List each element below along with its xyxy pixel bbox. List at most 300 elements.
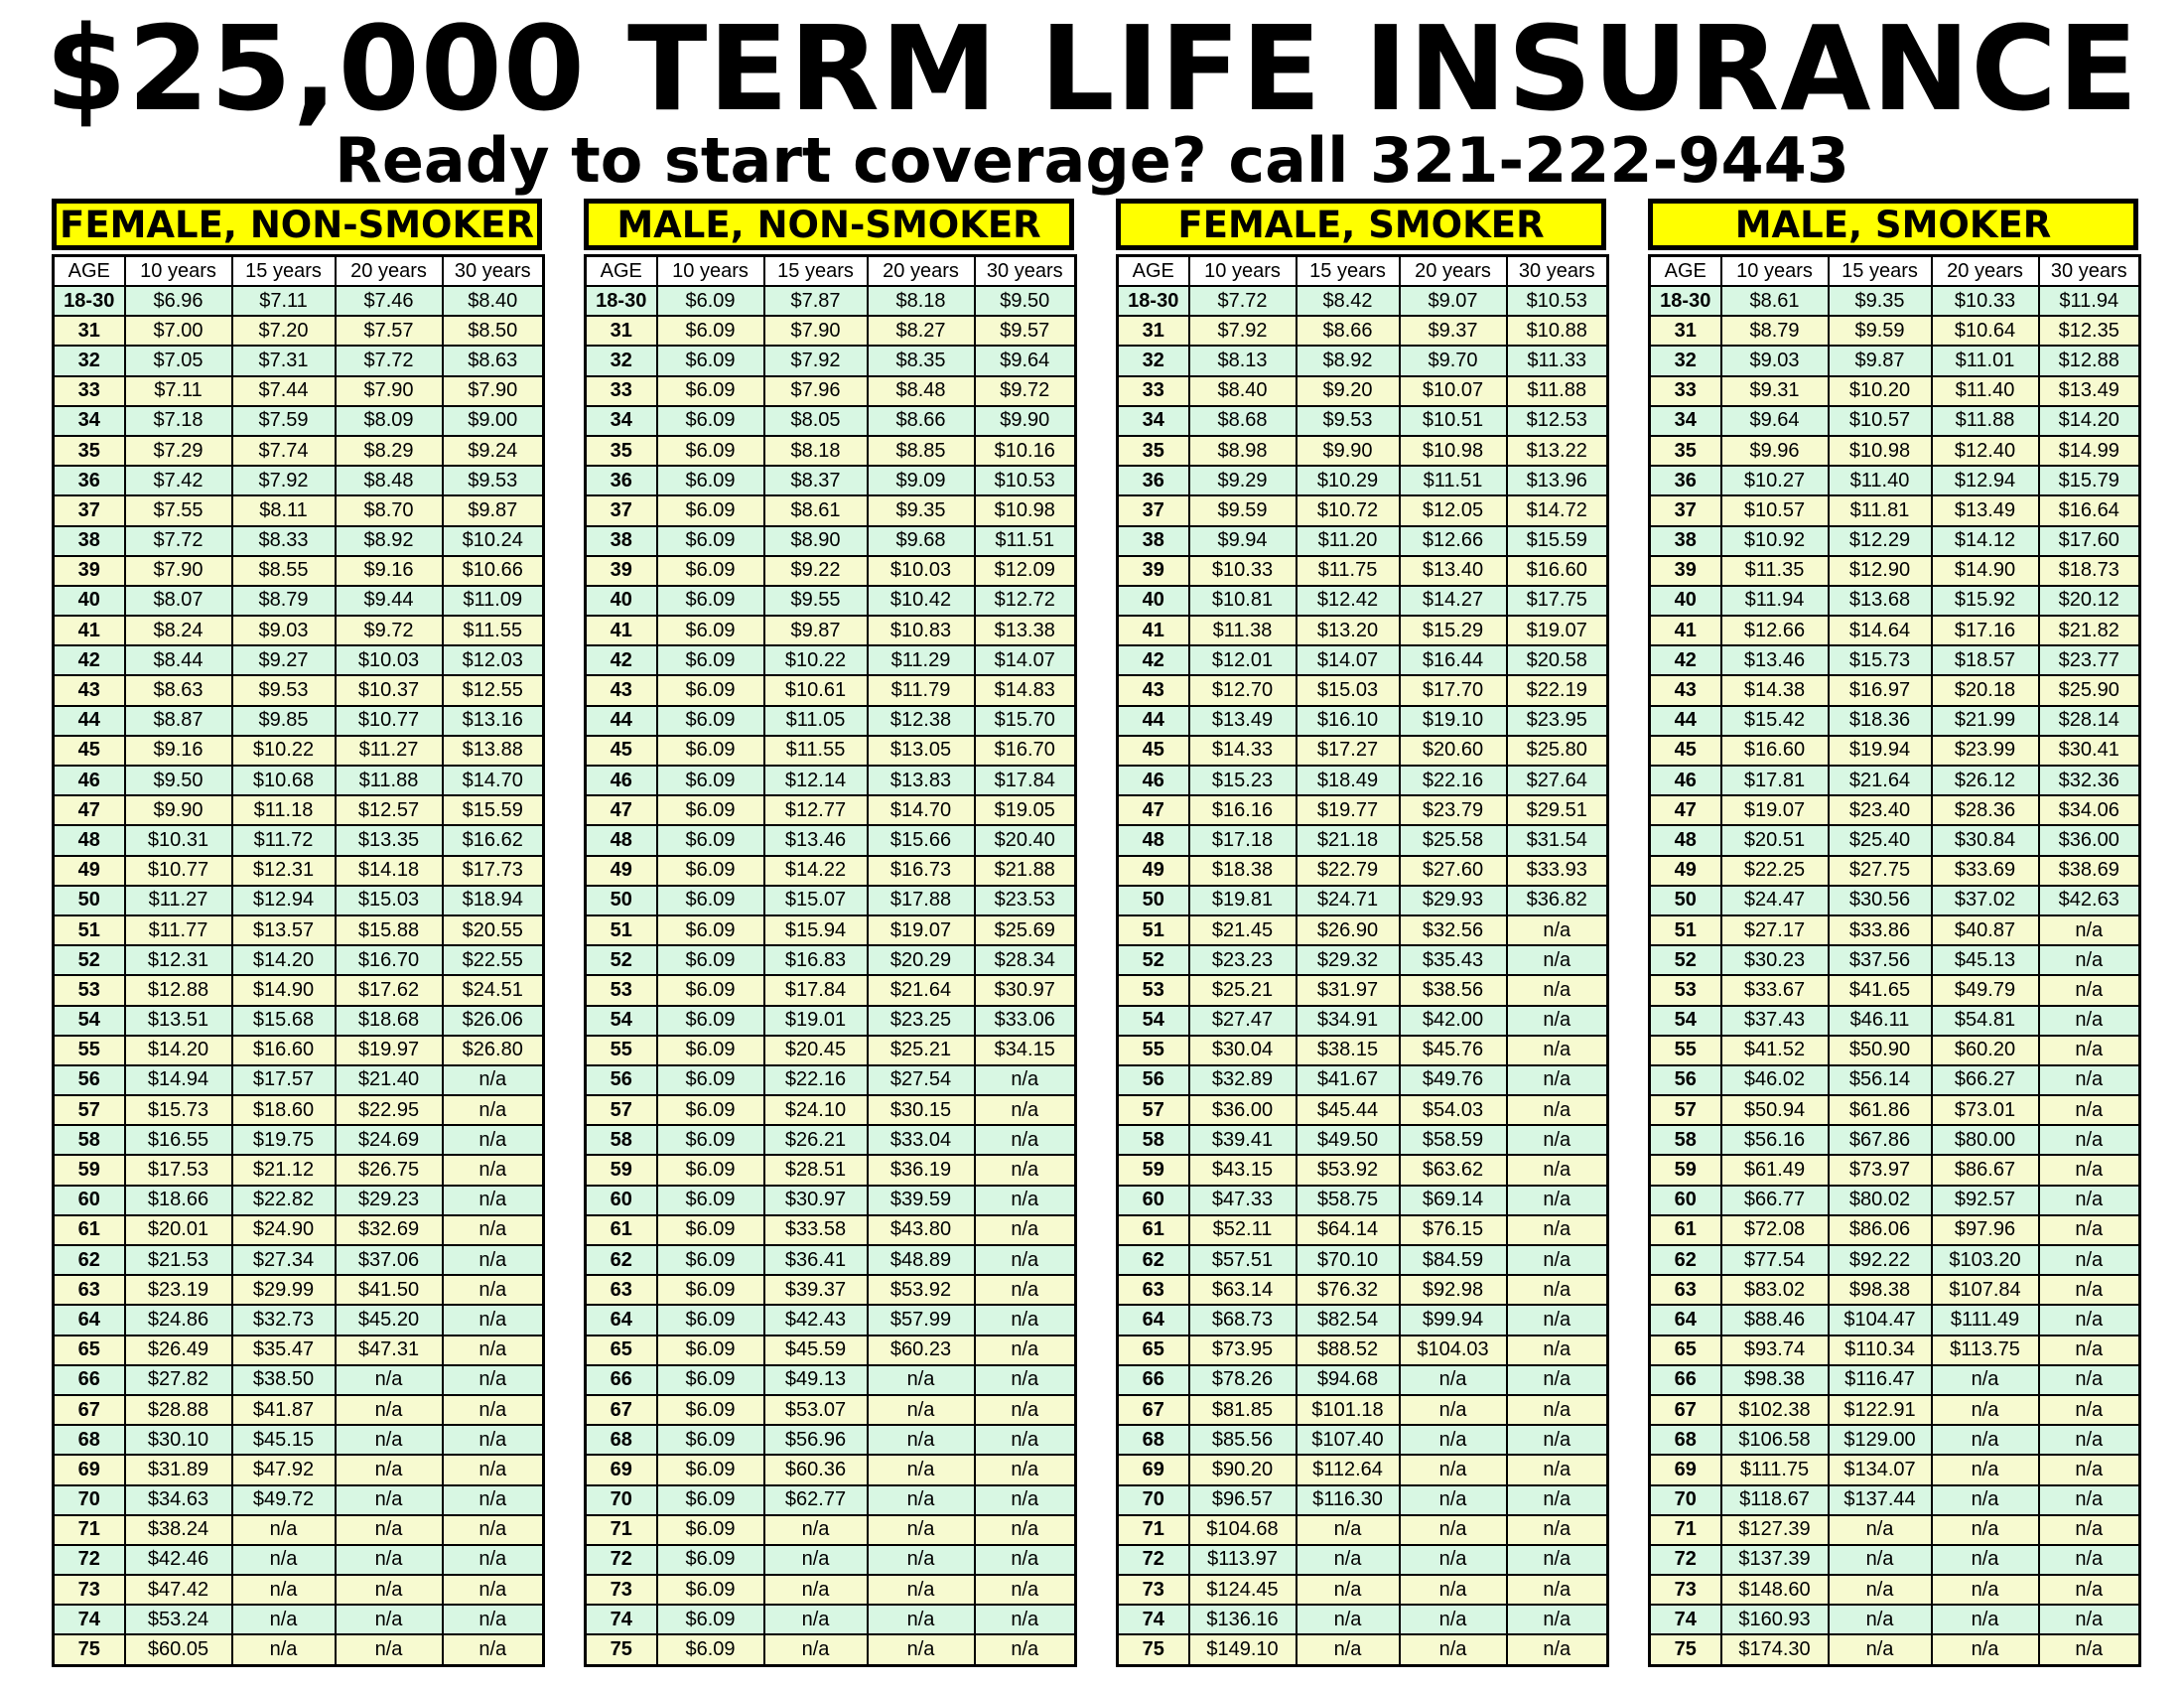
rate-20-years: $39.59: [868, 1186, 975, 1215]
rate-30-years: $13.49: [2039, 376, 2140, 406]
rate-15-years: $33.58: [764, 1215, 868, 1245]
rate-10-years: $8.44: [125, 645, 232, 675]
rate-30-years: n/a: [1507, 1425, 1608, 1455]
table-row: [1118, 406, 1608, 436]
rate-30-years: n/a: [975, 1065, 1076, 1095]
age-cell: 34: [1118, 406, 1189, 436]
age-cell: 52: [1118, 945, 1189, 975]
rate-20-years: $9.68: [868, 526, 975, 556]
age-cell: 32: [54, 346, 125, 375]
rate-20-years: n/a: [1932, 1425, 2039, 1455]
rate-30-years: $14.83: [975, 675, 1076, 705]
rate-15-years: $20.45: [764, 1036, 868, 1065]
rate-10-years: $6.09: [657, 346, 764, 375]
rate-30-years: $11.94: [2039, 286, 2140, 316]
rate-30-years: $20.58: [1507, 645, 1608, 675]
rate-30-years: $26.06: [443, 1006, 544, 1036]
rate-30-years: $9.00: [443, 406, 544, 436]
rate-10-years: $88.46: [1721, 1305, 1829, 1335]
rate-30-years: $25.90: [2039, 675, 2140, 705]
rate-20-years: $8.48: [336, 466, 443, 495]
table-row: [1650, 1336, 2140, 1365]
rate-30-years: $10.53: [1507, 286, 1608, 316]
rate-20-years: $9.37: [1400, 316, 1507, 346]
age-cell: 63: [1118, 1275, 1189, 1305]
rate-10-years: $31.89: [125, 1455, 232, 1484]
table-row: [1118, 436, 1608, 466]
table-row: [586, 1605, 1076, 1634]
table-row: [54, 1515, 544, 1545]
rate-15-years: n/a: [1829, 1515, 1932, 1545]
rate-20-years: $10.42: [868, 586, 975, 616]
rate-10-years: $47.42: [125, 1575, 232, 1605]
table-row: [54, 286, 544, 316]
rate-20-years: $13.83: [868, 766, 975, 795]
rate-15-years: n/a: [232, 1605, 336, 1634]
rate-20-years: n/a: [1400, 1395, 1507, 1425]
rate-15-years: $11.20: [1297, 526, 1400, 556]
rate-10-years: $6.09: [657, 736, 764, 766]
age-cell: 70: [1650, 1485, 1721, 1515]
rate-30-years: $29.51: [1507, 795, 1608, 825]
table-row: [1118, 1425, 1608, 1455]
age-cell: 44: [586, 706, 657, 736]
rate-20-years: $27.60: [1400, 856, 1507, 886]
rate-10-years: $6.09: [657, 616, 764, 645]
age-cell: 68: [1650, 1425, 1721, 1455]
rate-15-years: $41.67: [1297, 1065, 1400, 1095]
rate-10-years: $36.00: [1189, 1095, 1297, 1125]
rate-30-years: $26.80: [443, 1036, 544, 1065]
rate-20-years: $14.70: [868, 795, 975, 825]
rate-20-years: $11.27: [336, 736, 443, 766]
table-row: [54, 586, 544, 616]
rate-10-years: $111.75: [1721, 1455, 1829, 1484]
rate-20-years: $9.44: [336, 586, 443, 616]
table-row: [586, 706, 1076, 736]
table-row: [586, 1336, 1076, 1365]
rate-30-years: $15.70: [975, 706, 1076, 736]
rate-30-years: n/a: [1507, 1305, 1608, 1335]
rate-10-years: $21.45: [1189, 915, 1297, 945]
rate-15-years: n/a: [1297, 1634, 1400, 1665]
table-row: [1118, 1545, 1608, 1575]
rate-10-years: $56.16: [1721, 1125, 1829, 1155]
rate-10-years: $78.26: [1189, 1365, 1297, 1395]
table-row: [54, 556, 544, 586]
rate-10-years: $104.68: [1189, 1515, 1297, 1545]
rate-20-years: $42.00: [1400, 1006, 1507, 1036]
rate-20-years: n/a: [868, 1395, 975, 1425]
rate-20-years: $43.80: [868, 1215, 975, 1245]
rate-15-years: $31.97: [1297, 975, 1400, 1005]
age-cell: 38: [1118, 526, 1189, 556]
rate-15-years: $8.05: [764, 406, 868, 436]
rate-15-years: $11.40: [1829, 466, 1932, 495]
rate-15-years: $24.71: [1297, 886, 1400, 915]
rate-20-years: $17.16: [1932, 616, 2039, 645]
rate-30-years: n/a: [2039, 1125, 2140, 1155]
rate-30-years: $15.59: [443, 795, 544, 825]
table-row: [1650, 1006, 2140, 1036]
rate-10-years: $10.57: [1721, 495, 1829, 525]
age-cell: 61: [1650, 1215, 1721, 1245]
table-row: [586, 1275, 1076, 1305]
rate-10-years: $12.01: [1189, 645, 1297, 675]
rate-30-years: n/a: [1507, 945, 1608, 975]
rate-30-years: $19.07: [1507, 616, 1608, 645]
rate-15-years: $23.40: [1829, 795, 1932, 825]
rate-20-years: $48.89: [868, 1245, 975, 1275]
rate-30-years: $12.88: [2039, 346, 2140, 375]
rate-15-years: $12.77: [764, 795, 868, 825]
rate-20-years: $14.12: [1932, 526, 2039, 556]
table-row: [586, 1575, 1076, 1605]
rate-30-years: $9.57: [975, 316, 1076, 346]
rate-15-years: $47.92: [232, 1455, 336, 1484]
rate-15-years: $17.27: [1297, 736, 1400, 766]
rate-30-years: $12.09: [975, 556, 1076, 586]
table-row: [1118, 1605, 1608, 1634]
table-row: [54, 915, 544, 945]
table-row: [1118, 1365, 1608, 1395]
rate-30-years: n/a: [443, 1305, 544, 1335]
rate-15-years: $41.87: [232, 1395, 336, 1425]
rate-30-years: n/a: [443, 1245, 544, 1275]
age-cell: 62: [1650, 1245, 1721, 1275]
column-header-15-years: 15 years: [1829, 256, 1932, 287]
rate-20-years: n/a: [1932, 1605, 2039, 1634]
rate-15-years: $36.41: [764, 1245, 868, 1275]
rate-20-years: n/a: [1932, 1365, 2039, 1395]
rate-15-years: $10.68: [232, 766, 336, 795]
age-cell: 64: [1650, 1305, 1721, 1335]
table-row: [586, 1245, 1076, 1275]
column-header-30-years: 30 years: [2039, 256, 2140, 287]
table-row: [1650, 406, 2140, 436]
rate-10-years: $83.02: [1721, 1275, 1829, 1305]
table-row: [54, 1545, 544, 1575]
age-cell: 62: [586, 1245, 657, 1275]
rate-10-years: $6.09: [657, 1365, 764, 1395]
rate-15-years: $19.75: [232, 1125, 336, 1155]
age-cell: 33: [1118, 376, 1189, 406]
rate-20-years: $9.07: [1400, 286, 1507, 316]
rate-15-years: $12.14: [764, 766, 868, 795]
age-cell: 65: [1118, 1336, 1189, 1365]
table-row: [1650, 1275, 2140, 1305]
rate-20-years: $11.29: [868, 645, 975, 675]
rate-10-years: $50.94: [1721, 1095, 1829, 1125]
age-cell: 50: [54, 886, 125, 915]
rate-15-years: n/a: [1297, 1545, 1400, 1575]
table-row: [1650, 556, 2140, 586]
age-cell: 59: [1650, 1155, 1721, 1185]
rate-10-years: $6.09: [657, 1155, 764, 1185]
rate-20-years: $13.35: [336, 825, 443, 855]
age-cell: 75: [54, 1634, 125, 1665]
age-cell: 66: [54, 1365, 125, 1395]
rate-15-years: $80.02: [1829, 1186, 1932, 1215]
rate-20-years: $20.29: [868, 945, 975, 975]
rate-20-years: n/a: [1932, 1395, 2039, 1425]
rate-15-years: n/a: [1829, 1545, 1932, 1575]
age-cell: 70: [54, 1485, 125, 1515]
rate-15-years: $19.77: [1297, 795, 1400, 825]
table-row: [54, 1155, 544, 1185]
rate-10-years: $136.16: [1189, 1605, 1297, 1634]
rate-30-years: $27.64: [1507, 766, 1608, 795]
table-row: [1650, 1215, 2140, 1245]
rate-20-years: $32.69: [336, 1215, 443, 1245]
rate-20-years: $63.62: [1400, 1155, 1507, 1185]
rate-20-years: $45.20: [336, 1305, 443, 1335]
rate-30-years: n/a: [443, 1365, 544, 1395]
rate-20-years: $8.09: [336, 406, 443, 436]
rate-15-years: $45.15: [232, 1425, 336, 1455]
rate-15-years: $22.79: [1297, 856, 1400, 886]
rate-15-years: $30.56: [1829, 886, 1932, 915]
rate-20-years: $73.01: [1932, 1095, 2039, 1125]
rate-10-years: $18.38: [1189, 856, 1297, 886]
rate-10-years: $6.09: [657, 1485, 764, 1515]
rate-20-years: $27.54: [868, 1065, 975, 1095]
rate-20-years: $32.56: [1400, 915, 1507, 945]
rate-30-years: $17.75: [1507, 586, 1608, 616]
age-cell: 47: [1118, 795, 1189, 825]
rate-10-years: $7.18: [125, 406, 232, 436]
table-row: [54, 1575, 544, 1605]
rate-15-years: n/a: [764, 1515, 868, 1545]
rate-20-years: n/a: [1932, 1575, 2039, 1605]
age-cell: 50: [586, 886, 657, 915]
rate-15-years: $38.15: [1297, 1036, 1400, 1065]
rate-20-years: $92.98: [1400, 1275, 1507, 1305]
age-cell: 37: [54, 495, 125, 525]
rate-30-years: n/a: [2039, 1155, 2140, 1185]
rate-30-years: $16.60: [1507, 556, 1608, 586]
rate-20-years: $16.70: [336, 945, 443, 975]
rate-15-years: $8.66: [1297, 316, 1400, 346]
rate-15-years: $9.85: [232, 706, 336, 736]
rate-15-years: $7.87: [764, 286, 868, 316]
rate-20-years: $12.05: [1400, 495, 1507, 525]
age-cell: 40: [1118, 586, 1189, 616]
table-row: [54, 1336, 544, 1365]
age-cell: 33: [586, 376, 657, 406]
rate-30-years: $8.63: [443, 346, 544, 375]
rate-15-years: $15.07: [764, 886, 868, 915]
rate-30-years: n/a: [2039, 1305, 2140, 1335]
age-cell: 45: [1650, 736, 1721, 766]
rate-20-years: $36.19: [868, 1155, 975, 1185]
rate-20-years: n/a: [1400, 1365, 1507, 1395]
rate-10-years: $6.09: [657, 795, 764, 825]
rate-15-years: $56.14: [1829, 1065, 1932, 1095]
age-cell: 34: [1650, 406, 1721, 436]
rate-20-years: n/a: [1932, 1455, 2039, 1484]
table-row: [586, 1634, 1076, 1665]
table-row: [1650, 1245, 2140, 1275]
column-header-10-years: 10 years: [657, 256, 764, 287]
rate-30-years: $7.90: [443, 376, 544, 406]
rate-20-years: n/a: [1400, 1545, 1507, 1575]
rate-20-years: $111.49: [1932, 1305, 2039, 1335]
age-cell: 51: [586, 915, 657, 945]
rate-15-years: $14.64: [1829, 616, 1932, 645]
table-row: [1650, 706, 2140, 736]
age-cell: 44: [1650, 706, 1721, 736]
rate-15-years: $26.21: [764, 1125, 868, 1155]
rate-30-years: $33.93: [1507, 856, 1608, 886]
rate-20-years: n/a: [336, 1485, 443, 1515]
table-row: [1650, 526, 2140, 556]
rate-20-years: $12.66: [1400, 526, 1507, 556]
table-row: [586, 556, 1076, 586]
table-row: [1118, 886, 1608, 915]
rate-10-years: $6.09: [657, 376, 764, 406]
rate-30-years: n/a: [1507, 1605, 1608, 1634]
rate-30-years: $11.09: [443, 586, 544, 616]
rate-10-years: $8.79: [1721, 316, 1829, 346]
rate-20-years: n/a: [868, 1455, 975, 1484]
rate-10-years: $30.23: [1721, 945, 1829, 975]
rate-panel-female-non-smoker: [52, 199, 542, 1667]
table-row: [1118, 1455, 1608, 1484]
rate-30-years: n/a: [2039, 1036, 2140, 1065]
rate-10-years: $6.09: [657, 1186, 764, 1215]
age-cell: 35: [1650, 436, 1721, 466]
rate-10-years: $77.54: [1721, 1245, 1829, 1275]
age-cell: 36: [1118, 466, 1189, 495]
rate-15-years: $19.94: [1829, 736, 1932, 766]
rate-30-years: $33.06: [975, 1006, 1076, 1036]
age-cell: 57: [1650, 1095, 1721, 1125]
age-cell: 72: [1650, 1545, 1721, 1575]
rate-10-years: $148.60: [1721, 1575, 1829, 1605]
rate-10-years: $11.35: [1721, 556, 1829, 586]
rate-10-years: $10.33: [1189, 556, 1297, 586]
rate-15-years: $70.10: [1297, 1245, 1400, 1275]
rate-30-years: n/a: [1507, 1186, 1608, 1215]
rate-20-years: $37.02: [1932, 886, 2039, 915]
age-cell: 41: [1118, 616, 1189, 645]
rate-10-years: $13.49: [1189, 706, 1297, 736]
rate-10-years: $41.52: [1721, 1036, 1829, 1065]
age-cell: 31: [54, 316, 125, 346]
rate-10-years: $46.02: [1721, 1065, 1829, 1095]
rate-20-years: $113.75: [1932, 1336, 2039, 1365]
table-row: [54, 1275, 544, 1305]
age-cell: 49: [54, 856, 125, 886]
age-cell: 70: [1118, 1485, 1189, 1515]
rate-20-years: $8.29: [336, 436, 443, 466]
column-header-age: AGE: [1650, 256, 1721, 287]
rate-10-years: $61.49: [1721, 1155, 1829, 1185]
rate-15-years: $82.54: [1297, 1305, 1400, 1335]
rate-30-years: $34.15: [975, 1036, 1076, 1065]
rate-30-years: $11.33: [1507, 346, 1608, 375]
rate-30-years: n/a: [2039, 1485, 2140, 1515]
rate-20-years: $11.01: [1932, 346, 2039, 375]
table-row: [586, 645, 1076, 675]
age-cell: 64: [586, 1305, 657, 1335]
rate-30-years: $9.90: [975, 406, 1076, 436]
rate-20-years: n/a: [868, 1605, 975, 1634]
panel-title: FEMALE, SMOKER: [1116, 199, 1606, 250]
table-row: [54, 1305, 544, 1335]
table-row: [54, 1605, 544, 1634]
rate-20-years: $17.62: [336, 975, 443, 1005]
rate-15-years: $8.37: [764, 466, 868, 495]
rate-10-years: $14.94: [125, 1065, 232, 1095]
rate-10-years: $32.89: [1189, 1065, 1297, 1095]
rate-30-years: n/a: [2039, 915, 2140, 945]
rate-10-years: $6.09: [657, 1395, 764, 1425]
rate-20-years: $10.03: [868, 556, 975, 586]
age-cell: 54: [586, 1006, 657, 1036]
rate-10-years: $9.94: [1189, 526, 1297, 556]
table-row: [1118, 856, 1608, 886]
rate-20-years: n/a: [336, 1575, 443, 1605]
age-cell: 55: [586, 1036, 657, 1065]
rate-10-years: $6.09: [657, 975, 764, 1005]
rate-20-years: $54.81: [1932, 1006, 2039, 1036]
rate-30-years: n/a: [2039, 1095, 2140, 1125]
rate-15-years: $129.00: [1829, 1425, 1932, 1455]
rate-20-years: $17.70: [1400, 675, 1507, 705]
rate-15-years: n/a: [764, 1605, 868, 1634]
age-cell: 71: [586, 1515, 657, 1545]
age-cell: 43: [54, 675, 125, 705]
table-row: [1650, 1125, 2140, 1155]
age-cell: 39: [54, 556, 125, 586]
rate-20-years: $11.88: [1932, 406, 2039, 436]
table-row: [1650, 1425, 2140, 1455]
rate-30-years: n/a: [1507, 1455, 1608, 1484]
rate-10-years: $12.70: [1189, 675, 1297, 705]
rate-20-years: $7.72: [336, 346, 443, 375]
rate-30-years: $16.64: [2039, 495, 2140, 525]
rate-15-years: $7.96: [764, 376, 868, 406]
age-cell: 58: [1650, 1125, 1721, 1155]
table-row: [54, 645, 544, 675]
table-row: [1650, 1605, 2140, 1634]
rate-15-years: $15.94: [764, 915, 868, 945]
rate-15-years: $9.87: [1829, 346, 1932, 375]
age-cell: 74: [586, 1605, 657, 1634]
rate-10-years: $6.09: [657, 1545, 764, 1575]
table-row: [1650, 975, 2140, 1005]
rate-15-years: $16.83: [764, 945, 868, 975]
rate-30-years: $24.51: [443, 975, 544, 1005]
rate-30-years: $10.66: [443, 556, 544, 586]
rate-10-years: $28.88: [125, 1395, 232, 1425]
rate-15-years: $49.13: [764, 1365, 868, 1395]
rate-10-years: $27.47: [1189, 1006, 1297, 1036]
rate-10-years: $6.09: [657, 1575, 764, 1605]
age-cell: 33: [1650, 376, 1721, 406]
rate-20-years: $23.99: [1932, 736, 2039, 766]
table-row: [1650, 886, 2140, 915]
column-header-age: AGE: [586, 256, 657, 287]
rate-15-years: $7.90: [764, 316, 868, 346]
table-row: [1650, 795, 2140, 825]
rate-20-years: $11.51: [1400, 466, 1507, 495]
table-row: [1118, 1515, 1608, 1545]
rate-20-years: $30.15: [868, 1095, 975, 1125]
rate-panel-male-non-smoker: [584, 199, 1074, 1667]
